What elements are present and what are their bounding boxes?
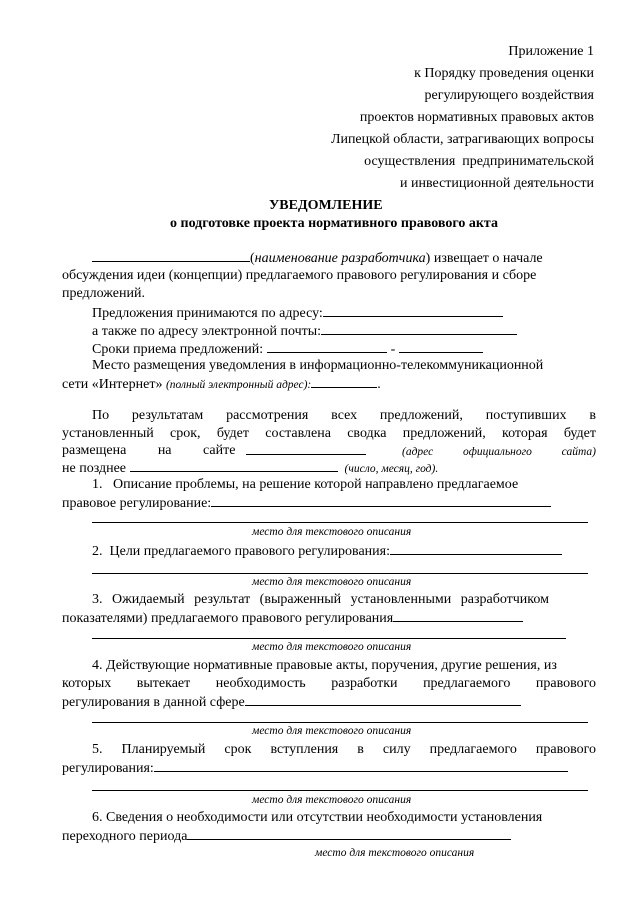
- results-line-3a: [62, 442, 235, 459]
- caption: место для текстового описания: [252, 576, 412, 588]
- email-blank: [321, 322, 517, 335]
- results-text: не позднее: [62, 461, 127, 476]
- section-4-line-1: [92, 657, 596, 674]
- header-line: проектов нормативных правовых актов: [359, 110, 594, 125]
- address-line: [92, 304, 503, 322]
- developer-hint: наименование разработчика: [254, 251, 426, 266]
- header-line: к Порядку проведения оценки: [414, 66, 594, 81]
- section-3-rule: [92, 638, 566, 639]
- dates-dash: -: [390, 342, 396, 357]
- developer-blank: [92, 249, 250, 262]
- caption: место для текстового описания: [252, 526, 412, 538]
- section-4-blank: [245, 693, 521, 706]
- placement-hint: (полный электронный адрес):: [165, 379, 312, 391]
- section-text: правовое регулирование:: [62, 496, 212, 511]
- header-line: Липецкой области, затрагивающих вопросы: [330, 132, 594, 147]
- deadline-hint: (число, месяц, год).: [344, 463, 439, 475]
- section-4-line-2: которых вытекает необходимость разработки предлагаемого правового: [62, 676, 596, 691]
- placement-line-1: [92, 357, 596, 374]
- section-text: переходного периода: [62, 829, 188, 844]
- section-1-rule: [92, 522, 588, 523]
- section-1-line-1: 1. Описание проблемы, на решение которой направлено предлагаемое: [92, 477, 519, 492]
- section-text: показателями) предлагаемого правового регулирования: [62, 611, 394, 626]
- placement-blank: [311, 375, 377, 388]
- results-line-2: установленный срок, будет составлена сводка предложений, которая будет: [62, 426, 596, 441]
- section-text: 4. Действующие нормативные правовые акты, поручения, другие решения, из: [92, 658, 557, 673]
- header-line: Приложение 1: [508, 44, 594, 59]
- results-line-1: По результатам рассмотрения всех предложений, поступивших в: [92, 408, 596, 423]
- email-line: [92, 322, 517, 340]
- caption: место для текстового описания: [252, 794, 412, 806]
- email-label: а также по адресу электронной почты:: [92, 324, 322, 339]
- date-to-blank: [399, 340, 483, 353]
- section-text: регулирования в данной сфере: [62, 695, 245, 710]
- section-5-rule: [92, 790, 588, 791]
- header-line: осуществления предпринимательской: [364, 154, 594, 169]
- section-text: 6. Сведения о необходимости или отсутствии необходимости установления: [92, 810, 543, 825]
- section-5-line-1: 5. Планируемый срок вступления в силу предлагаемого правового: [92, 742, 596, 757]
- intro-line-1: (наименование разработчика) извещает о начале: [92, 249, 596, 267]
- caption: место для текстового описания: [252, 725, 412, 737]
- section-2-line-1: [92, 542, 562, 560]
- date-from-blank: [267, 340, 387, 353]
- section-text: 3. Ожидаемый результат (выраженный установленными разработчиком: [92, 592, 549, 607]
- section-3-line-2: [62, 609, 523, 627]
- section-text: 2. Цели предлагаемого правового регулирования:: [92, 544, 390, 559]
- section-6-line-2: [62, 827, 511, 845]
- section-6-line-1: [92, 809, 596, 826]
- placement-line-2: [62, 375, 381, 394]
- section-2-rule: [92, 573, 588, 574]
- document-title: УВЕДОМЛЕНИЕ: [269, 198, 383, 213]
- section-5-blank: [154, 759, 568, 772]
- caption: место для текстового описания: [252, 641, 412, 653]
- placement-text: сети «Интернет»: [62, 377, 163, 392]
- section-6-blank: [187, 827, 511, 840]
- address-blank: [323, 304, 503, 317]
- deadline-blank: [130, 459, 338, 472]
- placement-text: Место размещения уведомления в информационно-телекоммуникационной: [92, 358, 544, 373]
- intro-line-2: обсуждения идеи (концепции) предлагаемого правового регулирования и сборе: [62, 268, 537, 283]
- address-label: Предложения принимаются по адресу:: [92, 306, 323, 321]
- section-4-rule: [92, 722, 588, 723]
- website-hint: (адрес официального сайта): [402, 446, 596, 458]
- header-line: и инвестиционной деятельности: [400, 176, 594, 191]
- section-4-line-3: [62, 693, 521, 711]
- header-line: регулирующего воздействия: [424, 88, 594, 103]
- website-blank: [246, 442, 366, 455]
- caption: место для текстового описания: [315, 847, 475, 859]
- section-3-blank: [393, 609, 523, 622]
- section-text: регулирования:: [62, 761, 154, 776]
- section-1-line-2: [62, 494, 551, 512]
- document-subtitle: о подготовке проекта нормативного правового акта: [170, 216, 498, 231]
- placement-period: .: [377, 377, 381, 392]
- section-5-line-2: [62, 759, 568, 777]
- intro-line-3: предложений.: [62, 286, 145, 301]
- section-2-blank: [390, 542, 562, 555]
- dates-label: Сроки приема предложений:: [92, 342, 264, 357]
- intro-text: ) извещает о начале: [425, 251, 543, 266]
- results-text: размещена на сайте: [62, 443, 236, 458]
- section-1-blank: [211, 494, 551, 507]
- dates-line: [92, 340, 483, 358]
- section-3-line-1: [92, 591, 596, 608]
